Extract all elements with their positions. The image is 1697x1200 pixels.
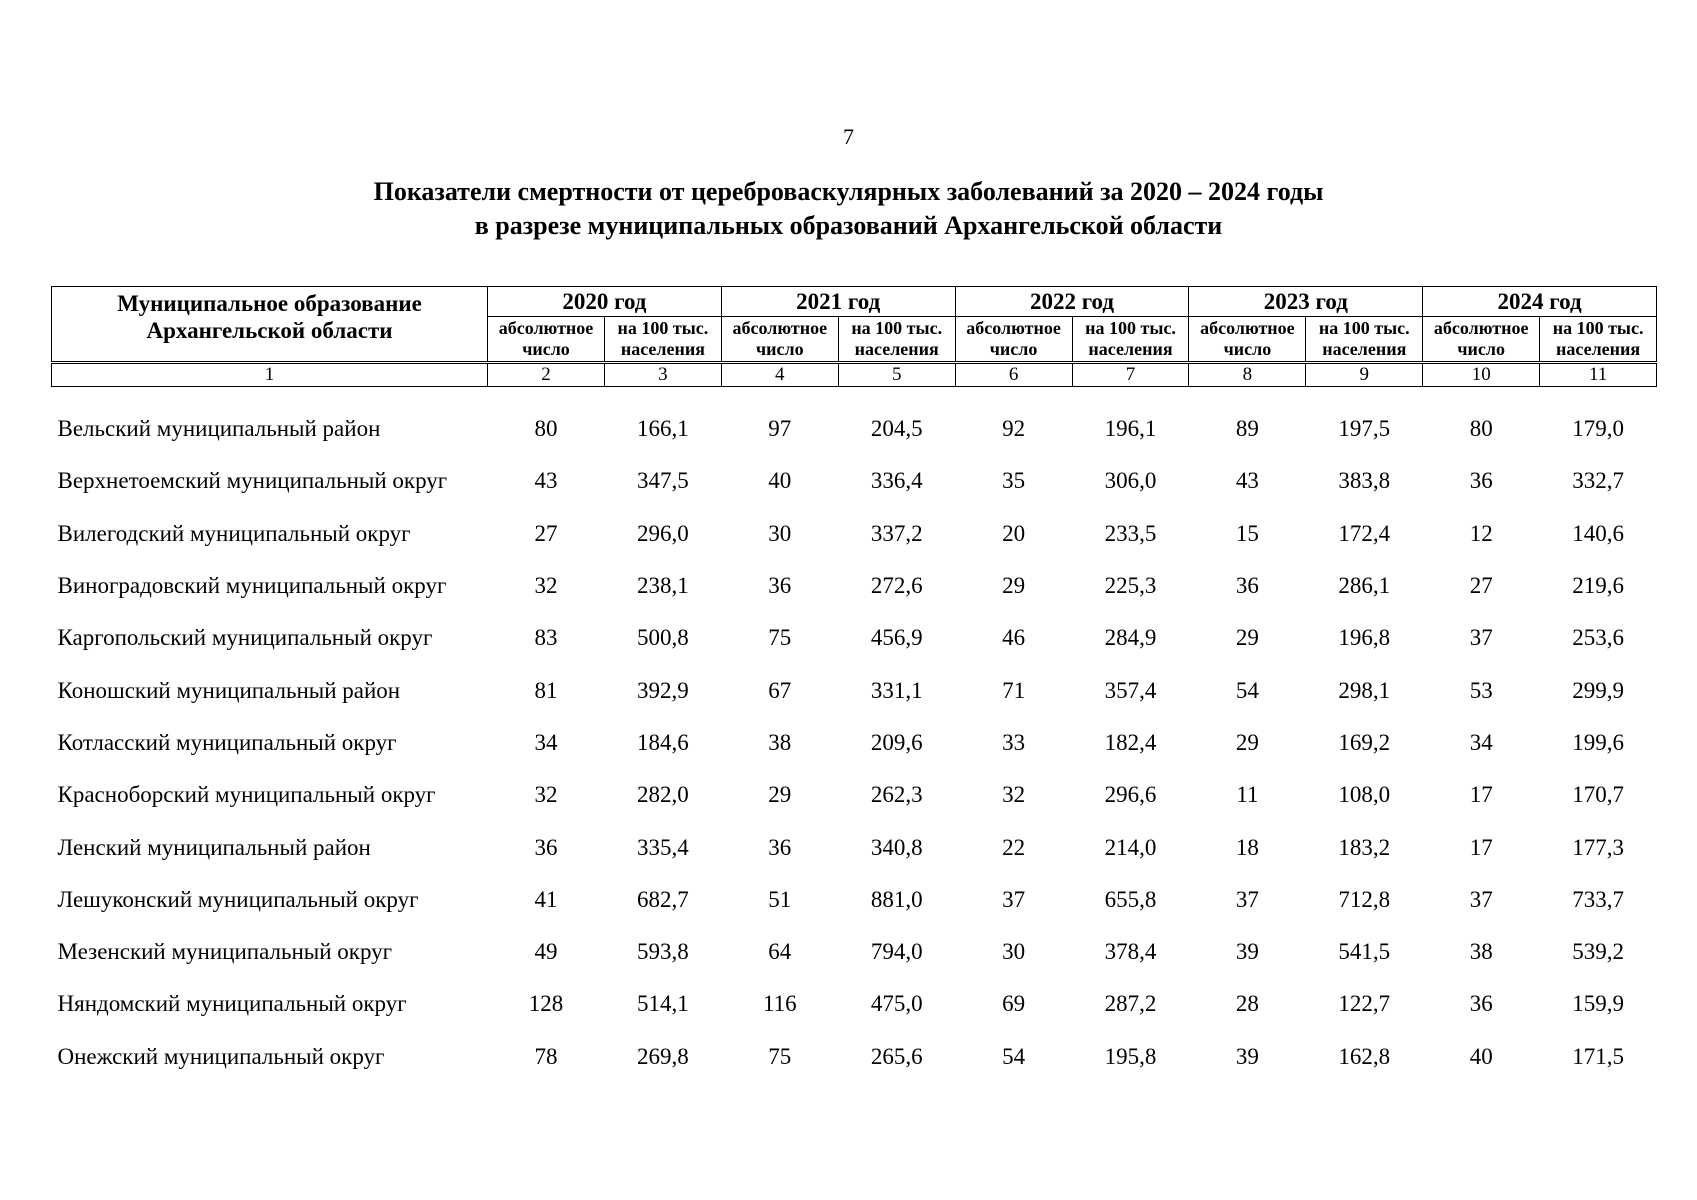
rate-value-cell: 169,2 [1338,729,1391,755]
absolute-value-cell: 17 [1469,782,1493,808]
absolute-value-cell: 40 [1469,1043,1493,1069]
rate-header-line-1: на 100 тыс. [617,318,709,338]
rate-value-cell: 286,1 [1338,573,1391,599]
column-number-cell: 11 [1540,363,1657,387]
absolute-value-cell: 30 [768,520,792,546]
page-number: 7 [843,124,854,149]
year-header: 2021 год [721,287,955,317]
absolute-value-cell: 29 [1235,729,1259,755]
title-line-1: Показатели смертности от цереброваскулярных заболеваний за 2020 – 2024 годы [373,177,1324,206]
absolute-value-cell: 53 [1469,677,1493,703]
rate-value-cell: 272,6 [870,573,923,599]
absolute-number-header [721,317,838,363]
absolute-value-cell: 71 [1002,677,1026,703]
absolute-value-cell: 54 [1235,677,1259,703]
abs-header-line-1: абсолютное [732,318,828,338]
absolute-value-cell: 34 [1469,729,1493,755]
column-number-cell: 3 [605,363,722,387]
abs-header-line-2: число [989,339,1038,359]
absolute-value-cell: 92 [1002,416,1026,442]
column-number-cell: 4 [721,363,838,387]
column-number-cell: 10 [1423,363,1540,387]
absolute-value-cell: 17 [1469,834,1493,860]
rate-header-line-2: населения [854,339,939,359]
rate-value-cell: 287,2 [1104,991,1157,1017]
absolute-number-header [488,317,605,363]
absolute-value-cell: 38 [1469,939,1493,965]
rate-value-cell: 337,2 [870,520,923,546]
table-row [52,403,1657,455]
absolute-value-cell: 37 [1235,886,1259,912]
absolute-value-cell: 37 [1469,625,1493,651]
absolute-value-cell: 30 [1002,939,1026,965]
rate-value-cell: 196,1 [1104,416,1157,442]
absolute-value-cell: 32 [534,782,558,808]
table-row [52,717,1657,769]
rate-per-100k-header [605,317,722,363]
absolute-value-cell: 80 [534,416,558,442]
rate-value-cell: 383,8 [1338,468,1391,494]
municipality-name-cell: Вельский муниципальный район [57,416,381,442]
absolute-value-cell: 37 [1469,886,1493,912]
rate-header-line-2: населения [1556,339,1641,359]
table-row [52,612,1657,664]
rate-value-cell: 108,0 [1338,782,1391,808]
absolute-value-cell: 49 [534,939,558,965]
abs-header-line-2: число [1457,339,1505,359]
absolute-value-cell: 43 [534,468,558,494]
rate-value-cell: 162,8 [1338,1043,1391,1069]
rate-value-cell: 500,8 [637,625,689,651]
rate-value-cell: 456,9 [870,625,923,651]
rate-value-cell: 233,5 [1104,520,1157,546]
abs-header-line-1: абсолютное [498,318,594,338]
rate-value-cell: 122,7 [1338,991,1391,1017]
municipality-name-cell: Мезенский муниципальный округ [57,939,393,965]
rate-value-cell: 262,3 [870,782,923,808]
rate-value-cell: 171,5 [1572,1043,1624,1069]
absolute-value-cell: 29 [1002,573,1026,599]
absolute-value-cell: 32 [534,573,558,599]
rate-value-cell: 209,6 [870,729,923,755]
rate-value-cell: 593,8 [637,939,689,965]
rate-value-cell: 378,4 [1104,939,1157,965]
rate-value-cell: 299,9 [1572,677,1624,703]
abs-header-line-1: абсолютное [1200,318,1295,338]
absolute-value-cell: 12 [1469,520,1493,546]
rate-value-cell: 179,0 [1572,416,1624,442]
abs-header-line-1: абсолютное [966,318,1061,338]
municipality-name-cell: Красноборский муниципальный округ [57,782,436,808]
rate-value-cell: 682,7 [637,886,689,912]
rate-value-cell: 214,0 [1104,834,1157,860]
rate-value-cell: 332,7 [1572,468,1624,494]
absolute-value-cell: 39 [1235,1043,1259,1069]
municipality-name-cell: Онежский муниципальный округ [57,1043,385,1069]
absolute-value-cell: 64 [768,939,792,965]
rate-value-cell: 282,0 [637,782,689,808]
rate-per-100k-header [1306,317,1423,363]
rate-value-cell: 340,8 [870,834,923,860]
absolute-value-cell: 97 [768,416,792,442]
municipality-name-cell: Верхнетоемский муниципальный округ [57,468,448,494]
title-line-2: в разрезе муниципальных образований Архангельской области [474,211,1223,240]
absolute-value-cell: 128 [528,991,564,1017]
absolute-value-cell: 37 [1002,886,1026,912]
absolute-value-cell: 78 [534,1043,558,1069]
absolute-value-cell: 28 [1235,991,1259,1017]
rate-value-cell: 195,8 [1104,1043,1157,1069]
absolute-value-cell: 75 [768,625,792,651]
absolute-value-cell: 36 [768,834,792,860]
absolute-value-cell: 36 [534,834,558,860]
mortality-table [51,286,1657,1083]
absolute-value-cell: 36 [1469,991,1493,1017]
table-header [52,287,1657,363]
municipality-name-cell: Виноградовский муниципальный округ [57,573,447,599]
rate-value-cell: 140,6 [1572,520,1624,546]
rate-value-cell: 170,7 [1572,782,1624,808]
rate-value-cell: 199,6 [1572,729,1624,755]
absolute-value-cell: 38 [768,729,792,755]
absolute-value-cell: 83 [534,625,558,651]
rate-value-cell: 196,8 [1338,625,1391,651]
rate-value-cell: 331,1 [870,677,923,703]
absolute-value-cell: 35 [1002,468,1026,494]
rate-value-cell: 265,6 [870,1043,923,1069]
absolute-number-header [1423,317,1540,363]
municipality-name-cell: Вилегодский муниципальный округ [57,520,411,546]
table-row [52,560,1657,612]
rate-value-cell: 298,1 [1338,677,1391,703]
absolute-value-cell: 29 [768,782,792,808]
rate-value-cell: 306,0 [1104,468,1157,494]
table-row [52,455,1657,507]
column-number-cell: 5 [838,363,955,387]
rate-value-cell: 335,4 [637,834,689,860]
rate-value-cell: 197,5 [1338,416,1391,442]
absolute-value-cell: 69 [1002,991,1026,1017]
absolute-value-cell: 27 [1469,573,1493,599]
municipality-column-header [52,287,488,363]
absolute-value-cell: 75 [768,1043,792,1069]
rate-value-cell: 183,2 [1338,834,1391,860]
column-number-row [52,363,1657,387]
absolute-value-cell: 51 [768,886,792,912]
absolute-value-cell: 39 [1235,939,1259,965]
rate-header-line-2: населения [1088,339,1173,359]
rate-value-cell: 184,6 [637,729,689,755]
rate-value-cell: 253,6 [1572,625,1624,651]
rate-header-line-1: на 100 тыс. [1318,318,1410,338]
rate-header-line-1: на 100 тыс. [851,318,943,338]
header-name-line-1: Муниципальное образование [117,291,422,316]
absolute-value-cell: 36 [1469,468,1493,494]
absolute-value-cell: 22 [1002,834,1026,860]
abs-header-line-2: число [755,339,804,359]
rate-value-cell: 284,9 [1104,625,1157,651]
table-row [52,821,1657,873]
year-header: 2022 год [955,287,1189,317]
absolute-value-cell: 11 [1236,782,1259,808]
table-row [52,664,1657,716]
rate-per-100k-header [1072,317,1189,363]
rate-value-cell: 475,0 [870,991,923,1017]
absolute-value-cell: 20 [1002,520,1026,546]
rate-value-cell: 794,0 [870,939,923,965]
column-number-cell: 9 [1306,363,1423,387]
absolute-number-header [1189,317,1306,363]
absolute-value-cell: 40 [768,468,792,494]
table-row [52,978,1657,1030]
absolute-value-cell: 27 [534,520,558,546]
rate-value-cell: 541,5 [1338,939,1391,965]
absolute-value-cell: 41 [534,886,558,912]
absolute-value-cell: 43 [1235,468,1259,494]
year-header: 2024 год [1423,287,1657,317]
rate-value-cell: 733,7 [1572,886,1624,912]
column-number-cell: 8 [1189,363,1306,387]
municipality-name-cell: Коношский муниципальный район [57,677,401,703]
absolute-value-cell: 29 [1235,625,1259,651]
absolute-value-cell: 67 [768,677,792,703]
rate-value-cell: 655,8 [1104,886,1157,912]
absolute-value-cell: 46 [1002,625,1026,651]
table-row [52,874,1657,926]
table-row [52,926,1657,978]
table-row [52,769,1657,821]
municipality-name-cell: Ленский муниципальный район [57,834,371,860]
rate-header-line-2: населения [620,339,705,359]
column-number-cell: 6 [955,363,1072,387]
absolute-value-cell: 32 [1002,782,1026,808]
column-number-cell: 1 [52,363,488,387]
column-number-cell: 2 [488,363,605,387]
rate-value-cell: 881,0 [870,886,923,912]
rate-value-cell: 182,4 [1104,729,1157,755]
absolute-number-header [955,317,1072,363]
rate-value-cell: 514,1 [637,991,689,1017]
rate-per-100k-header [838,317,955,363]
rate-value-cell: 159,9 [1572,991,1624,1017]
rate-value-cell: 219,6 [1572,573,1624,599]
year-header: 2020 год [488,287,722,317]
absolute-value-cell: 15 [1235,520,1259,546]
rate-value-cell: 225,3 [1104,573,1157,599]
absolute-value-cell: 54 [1002,1043,1026,1069]
header-name-line-2: Архангельской области [146,318,393,343]
rate-value-cell: 296,0 [637,520,689,546]
absolute-value-cell: 89 [1235,416,1259,442]
municipality-name-cell: Няндомский муниципальный округ [57,991,407,1017]
absolute-value-cell: 34 [534,729,558,755]
column-number-cell: 7 [1072,363,1189,387]
rate-value-cell: 712,8 [1338,886,1391,912]
year-header: 2023 год [1189,287,1423,317]
absolute-value-cell: 80 [1469,416,1493,442]
rate-value-cell: 166,1 [637,416,689,442]
rate-header-line-1: на 100 тыс. [1552,318,1644,338]
abs-header-line-2: число [522,339,570,359]
abs-header-line-1: абсолютное [1433,318,1529,338]
absolute-value-cell: 36 [768,573,792,599]
rate-header-line-2: населения [1322,339,1407,359]
table-row [52,508,1657,560]
absolute-value-cell: 81 [534,677,558,703]
rate-per-100k-header [1540,317,1657,363]
rate-value-cell: 336,4 [870,468,923,494]
rate-value-cell: 172,4 [1338,520,1391,546]
rate-value-cell: 357,4 [1104,677,1157,703]
rate-value-cell: 238,1 [637,573,689,599]
rate-value-cell: 296,6 [1104,782,1157,808]
rate-value-cell: 347,5 [637,468,689,494]
rate-value-cell: 177,3 [1572,834,1624,860]
municipality-name-cell: Котласский муниципальный округ [57,729,397,755]
rate-value-cell: 269,8 [637,1043,689,1069]
table-body [52,403,1657,1083]
absolute-value-cell: 33 [1002,729,1026,755]
table-row [52,1031,1657,1083]
absolute-value-cell: 18 [1235,834,1259,860]
rate-value-cell: 204,5 [870,416,923,442]
abs-header-line-2: число [1223,339,1272,359]
absolute-value-cell: 116 [762,991,797,1017]
absolute-value-cell: 36 [1235,573,1259,599]
document-title [0,175,1697,243]
rate-header-line-1: на 100 тыс. [1085,318,1176,338]
municipality-name-cell: Каргопольский муниципальный округ [57,625,433,651]
municipality-name-cell: Лешуконский муниципальный округ [57,886,419,912]
column-number-row-group [52,363,1657,404]
rate-value-cell: 539,2 [1572,939,1624,965]
rate-value-cell: 392,9 [637,677,689,703]
